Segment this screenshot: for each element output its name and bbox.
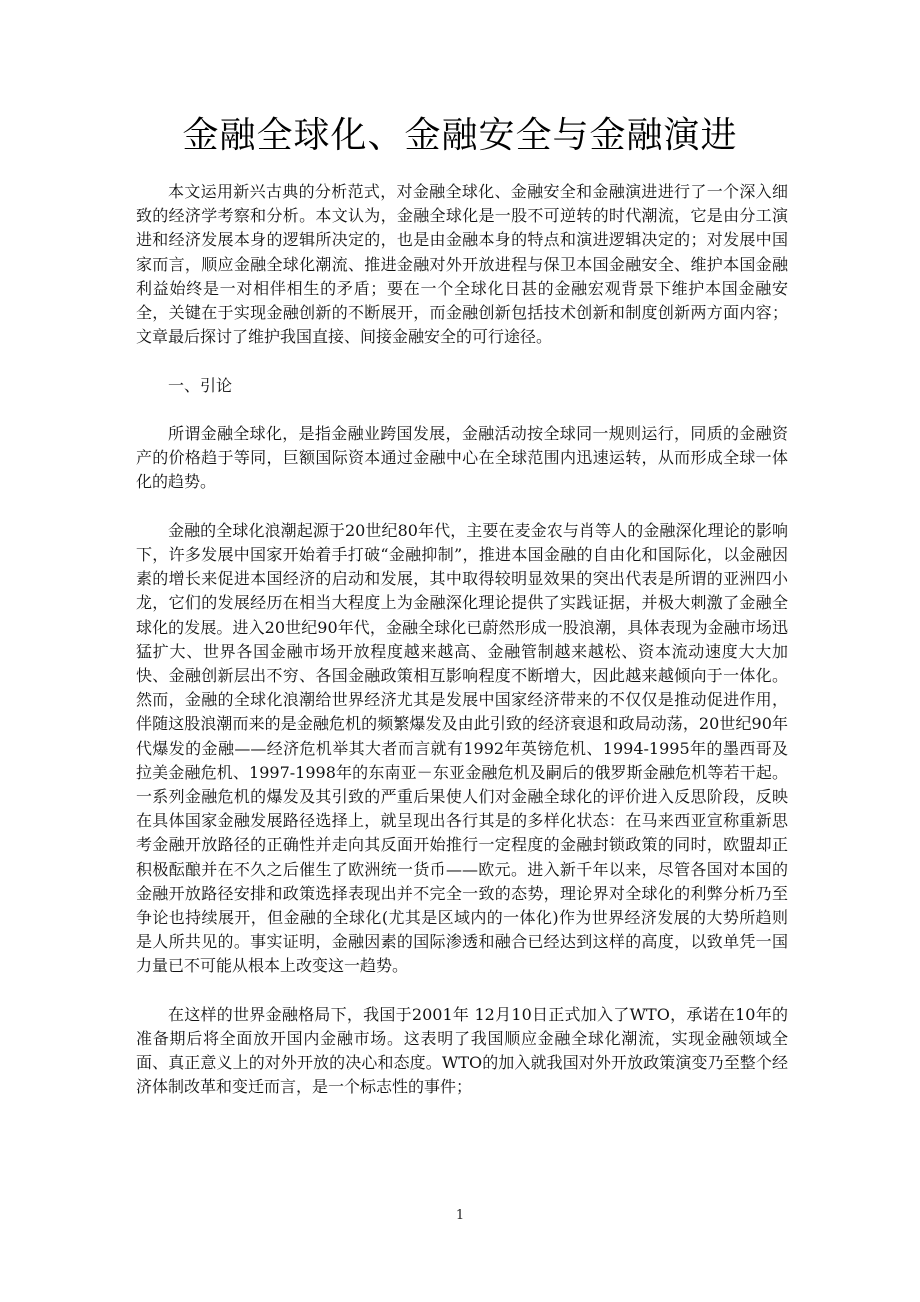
body-text [136,180,788,1100]
abstract-paragraph: 本文运用新兴古典的分析范式，对金融全球化、金融安全和金融演进进行了一个深入细致的经济学考察和分析。本文认为，金融全球化是一股不可逆转的时代潮流，它是由分工演进和经济发展本身的逻辑所决定的，也是由金融本身的特点和演进逻辑决定的；对发展中国家而言，顺应金融全球化潮流、推进金融对外开放进程与保卫本国金融安全、维护本国金融利益始终是一对相伴相生的矛盾；要在一个全球化日甚的金融宏观背景下维护本国金融安全，关键在于实现金融创新的不断展开，而金融创新包括技术创新和制度创新两方面内容；文章最后探讨了维护我国直接、间接金融安全的可行途径。 [136,182,788,347]
wto-paragraph: 在这样的世界金融格局下，我国于2001年 12月10日正式加入了WTO，承诺在10年的准备期后将全面放开国内金融市场。这表明了我国顺应金融全球化潮流，实现金融领域全面、真正意义上的对外开放的决心和态度。WTO的加入就我国对外开放政策演变乃至整个经济体制改革和变迁而言，是一个标志性的事件； [136,1004,788,1097]
page-number: 1 [455,1208,465,1223]
history-paragraph: 金融的全球化浪潮起源于20世纪80年代，主要在麦金农与肖等人的金融深化理论的影响下，许多发展中国家开始着手打破“金融抑制”，推进本国金融的自由化和国际化，以金融因素的增长来促进本国经济的启动和发展，其中取得较明显效果的突出代表是所谓的亚洲四小龙，它们的发展经历在相当大程度上为金融深化理论提供了实践证据，并极大刺激了金融全球化的发展。进入20世纪90年代，金融全球化已蔚然形成一股浪潮，具体表现为金融市场迅猛扩大、世界各国金融市场开放程度越来越高、金融管制越来越松、资本流动速度大大加快、金融创新层出不穷、各国金融政策相互影响程度不断增大，因此越来越倾向于一体化。然而，金融的全球化浪潮给世界经济尤其是发展中国家经济带来的不仅仅是推动促进作用，伴随这股浪潮而来的是金融危机的频繁爆发及由此引致的经济衰退和政局动荡，20世纪90年代爆发的金融——经济危机举其大者而言就有1992年英镑危机、1994-1995年的墨西哥及拉美金融危机、1997-1998年的东南亚－东亚金融危机及嗣后的俄罗斯金融危机等若干起。一系列金融危机的爆发及其引致的严重后果使人们对金融全球化的评价进入反思阶段，反映在具体国家金融发展路径选择上，就呈现出各行其是的多样化状态：在马来西亚宣称重新思考金融开放路径的正确性并走向其反面开始推行一定程度的金融封锁政策的同时，欧盟却正积极酝酿并在不久之后催生了欧洲统一货币——欧元。进入新千年以来，尽管各国对本国的金融开放路径安排和政策选择表现出并不完全一致的态势，理论界对全球化的利弊分析乃至争论也持续展开，但金融的全球化(尤其是区域内的一体化)作为世界经济发展的大势所趋则是人所共见的。事实证明，金融因素的国际渗透和融合已经达到这样的高度，以致单凭一国力量已不可能从根本上改变这一趋势。 [136,520,788,976]
section-heading-introduction: 一、引论 [168,375,233,395]
definition-paragraph: 所谓金融全球化，是指金融业跨国发展，金融活动按全球同一规则运行，同质的金融资产的价格趋于等同，巨额国际资本通过金融中心在全球范围内迅速运转，从而形成全球一体化的趋势。 [136,424,788,492]
page-title: 金融全球化、金融安全与金融演进 [182,115,738,156]
